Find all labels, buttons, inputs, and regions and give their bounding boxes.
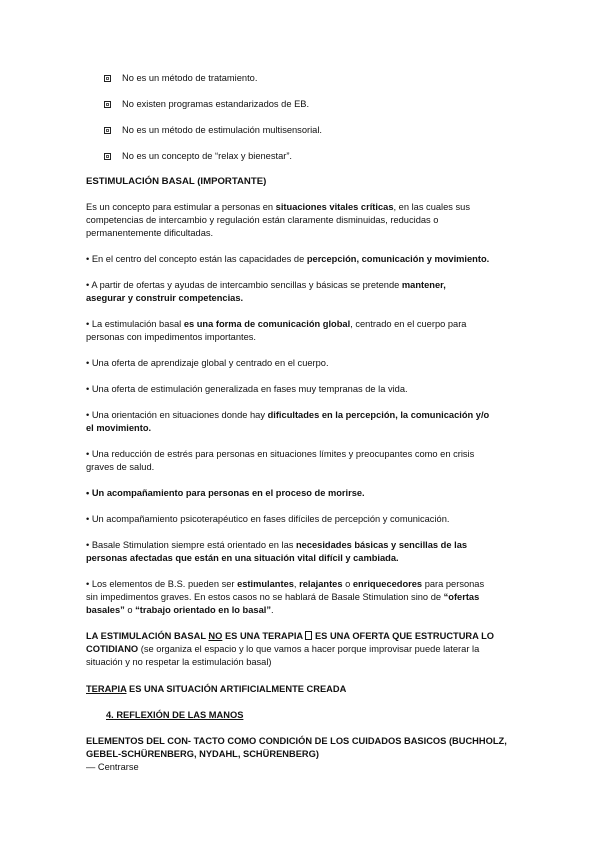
- note-line-1: LA ESTIMULACIÓN BASAL NO ES UNA TERAPIA ES UNA OFERTA QUE ESTRUCTURA LO: [86, 631, 495, 641]
- bullet-item: • Basale Stimulation siempre está orientado en las necesidades básicas y sencillas de las: [86, 540, 468, 550]
- bullet-item: • A partir de ofertas y ayudas de intercambio sencillas y básicas se pretende mantener,: [86, 280, 446, 290]
- checkbox-icon: [104, 101, 111, 108]
- bullet-item-continued: el movimiento.: [86, 423, 152, 433]
- checkbox-icon: [104, 75, 111, 82]
- intro-line-2: competencias de intercambio y regulación están claramente disminuidas, reducidas o: [86, 215, 439, 225]
- note-line-3: situación y no respetar la estimulación basal): [86, 657, 272, 667]
- centrarse-item: — Centrarse: [86, 762, 139, 772]
- bullet-item-continued: graves de salud.: [86, 462, 155, 472]
- bullet-item-continued: asegurar y construir competencias.: [86, 293, 244, 303]
- intro-line-3: permanentemente dificultadas.: [86, 228, 214, 238]
- checkbox-icon: [104, 127, 111, 134]
- terapia-statement: TERAPIA ES UNA SITUACIÓN ARTIFICIALMENTE CREADA: [86, 684, 347, 694]
- elements-heading-line-1: ELEMENTOS DEL CON- TACTO COMO CONDICIÓN DE LOS CUIDADOS BASICOS (BUCHHOLZ,: [86, 736, 507, 746]
- elements-heading-line-2: GEBEL-SCHÜRENBERG, NYDAHL, SCHÜRENBERG): [86, 749, 319, 759]
- bullet-item-continued: basales” o “trabajo orientado en lo basal”.: [86, 605, 274, 615]
- section-4-heading: 4. REFLEXIÓN DE LAS MANOS: [106, 710, 244, 720]
- bullet-item: • Los elementos de B.S. pueden ser estimulantes, relajantes o enriquecedores para personas: [86, 579, 485, 589]
- intro-line-1: Es un concepto para estimular a personas en situaciones vitales críticas, en las cuales sus: [86, 202, 470, 212]
- bullet-item: • Una oferta de aprendizaje global y centrado en el cuerpo.: [86, 358, 329, 368]
- bullet-item: • Una reducción de estrés para personas en situaciones límites y preocupantes como en crisis: [86, 449, 475, 459]
- bullet-item: • Una orientación en situaciones donde hay dificultades en la percepción, la comunicación y/o: [86, 410, 490, 420]
- bullet-item: • Un acompañamiento para personas en el proceso de morirse.: [86, 488, 365, 498]
- bullet-item: • En el centro del concepto están las capacidades de percepción, comunicación y movimiento.: [86, 254, 490, 264]
- checklist-item: No es un concepto de “relax y bienestar”.: [122, 151, 293, 161]
- bullet-item: • Una oferta de estimulación generalizada en fases muy tempranas de la vida.: [86, 384, 408, 394]
- bullet-item-continued: personas con impedimentos importantes.: [86, 332, 257, 342]
- checklist-item: No es un método de tratamiento.: [122, 73, 258, 83]
- bullet-item-continued: sin impedimentos graves. En estos casos no se hablará de Basale Stimulation sino de “ofertas: [86, 592, 480, 602]
- checklist-item: No existen programas estandarizados de EB.: [122, 99, 310, 109]
- checklist-item: No es un método de estimulación multisensorial.: [122, 125, 322, 135]
- bullet-item: • La estimulación basal es una forma de comunicación global, centrado en el cuerpo para: [86, 319, 467, 329]
- section-title: ESTIMULACIÓN BASAL (IMPORTANTE): [86, 176, 267, 187]
- note-line-2: COTIDIANO (se organiza el espacio y lo que vamos a hacer porque improvisar puede laterar la: [86, 644, 480, 654]
- bullet-item: • Un acompañamiento psicoterapéutico en fases difíciles de percepción y comunicación.: [86, 514, 450, 524]
- checkbox-icon: [104, 153, 111, 160]
- bullet-item-continued: personas afectadas que están en una situación vital difícil y cambiada.: [86, 553, 399, 563]
